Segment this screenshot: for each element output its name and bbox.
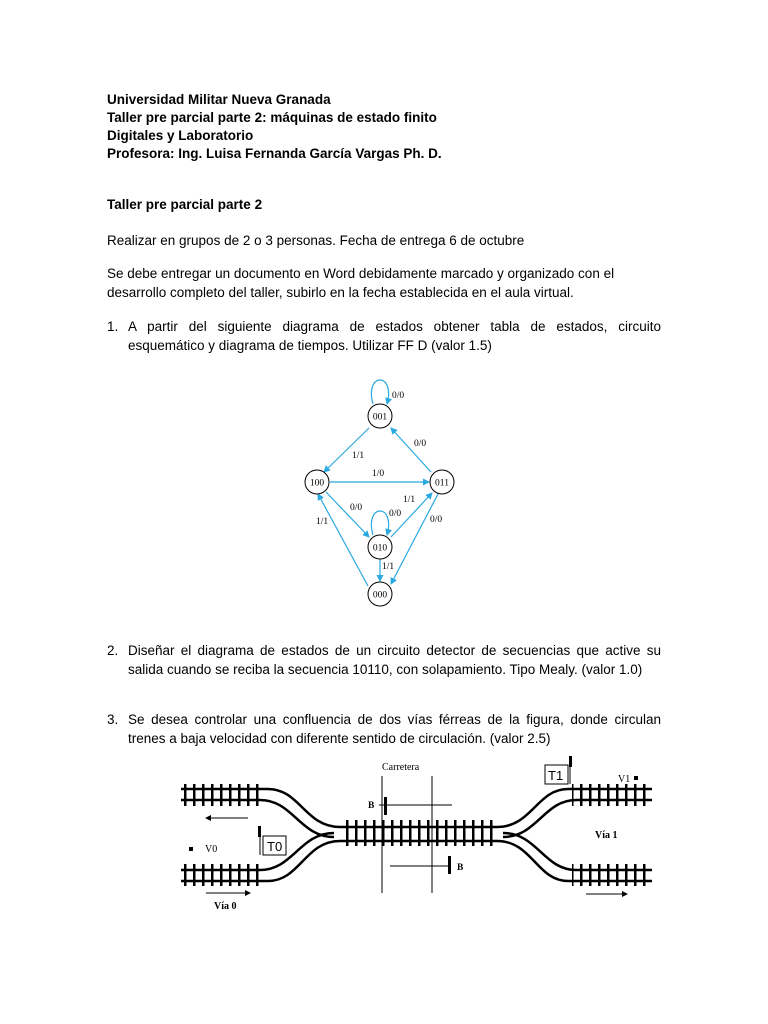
signal-t1 xyxy=(545,756,572,784)
sensor-b-top xyxy=(368,797,452,815)
group-instructions: Realizar en grupos de 2 o 3 personas. Fecha de entrega 6 de octubre xyxy=(107,233,525,248)
arrow-010-self xyxy=(371,511,388,535)
label-100-010: 0/0 xyxy=(350,503,363,513)
question-number: 3. xyxy=(107,712,119,727)
v1-marker xyxy=(634,776,638,780)
t0-label: T0 xyxy=(267,839,283,854)
university-name: Universidad Militar Nueva Granada xyxy=(107,92,331,107)
question-number: 2. xyxy=(107,643,119,658)
label-011-000: 0/0 xyxy=(430,515,443,525)
state-011-label: 011 xyxy=(435,478,449,489)
state-001-label: 001 xyxy=(372,412,388,423)
professor-name: Profesora: Ing. Luisa Fernanda García Vargas Ph. D. xyxy=(107,146,442,161)
label-001-self: 0/0 xyxy=(392,391,405,401)
sensor-b-label: B xyxy=(368,801,375,811)
state-100-label: 100 xyxy=(309,478,325,489)
v0-marker xyxy=(189,847,193,851)
road-label: Carretera xyxy=(382,762,420,773)
t1-label: T1 xyxy=(548,768,564,783)
label-010-011: 1/1 xyxy=(403,495,416,505)
track0-label: Vía 0 xyxy=(214,901,237,912)
state-000-label: 000 xyxy=(372,590,388,601)
label-000-100: 1/1 xyxy=(316,517,329,527)
label-010-000: 1/1 xyxy=(382,562,395,572)
arrow-001-self xyxy=(371,380,388,404)
railway-figure xyxy=(175,752,660,912)
course-name: Digitales y Laboratorio xyxy=(107,128,254,143)
signal-t0 xyxy=(258,826,286,855)
label-001-100: 1/1 xyxy=(352,451,365,461)
label-011-001: 0/0 xyxy=(414,439,427,449)
sensor-b-bottom xyxy=(390,856,464,874)
question-text: Se desea controlar una confluencia de dos vías férreas de la figura, donde circulan trenes a baja velocidad con diferente sentido de circulación. (valor 2.5) xyxy=(128,712,661,746)
state-diagram xyxy=(290,360,470,610)
workshop-title: Taller pre parcial parte 2: máquinas de estado finito xyxy=(107,110,437,125)
delivery-instructions: Se debe entregar un documento en Word debidamente marcado y organizado con el desarrollo completo del taller, subirlo en la fecha establecida en el aula virtual. xyxy=(107,266,615,300)
label-100-011: 1/0 xyxy=(372,469,385,479)
section-title: Taller pre parcial parte 2 xyxy=(107,197,263,212)
question-text: A partir del siguiente diagrama de estados obtener tabla de estados, circuito esquemático y diagrama de tiempos. Utilizar FF D (valor 1.5) xyxy=(128,319,661,353)
question-text: Diseñar el diagrama de estados de un circuito detector de secuencias que active su salida cuando se reciba la secuencia 10110, con solapamiento. Tipo Mealy. (valor 1.0) xyxy=(128,643,661,677)
arrow-011-to-001 xyxy=(391,428,431,472)
question-number: 1. xyxy=(107,319,119,334)
sensor-b-label: B xyxy=(457,863,464,873)
v1-label: V1 xyxy=(618,774,631,785)
track1-label: Vía 1 xyxy=(595,830,618,841)
arrow-011-to-000 xyxy=(391,494,438,584)
state-010-label: 010 xyxy=(372,543,388,554)
arrow-100-to-010 xyxy=(326,492,369,537)
v0-label: V0 xyxy=(205,844,218,855)
label-010-self: 0/0 xyxy=(389,509,402,519)
arrow-001-to-100 xyxy=(324,428,369,472)
